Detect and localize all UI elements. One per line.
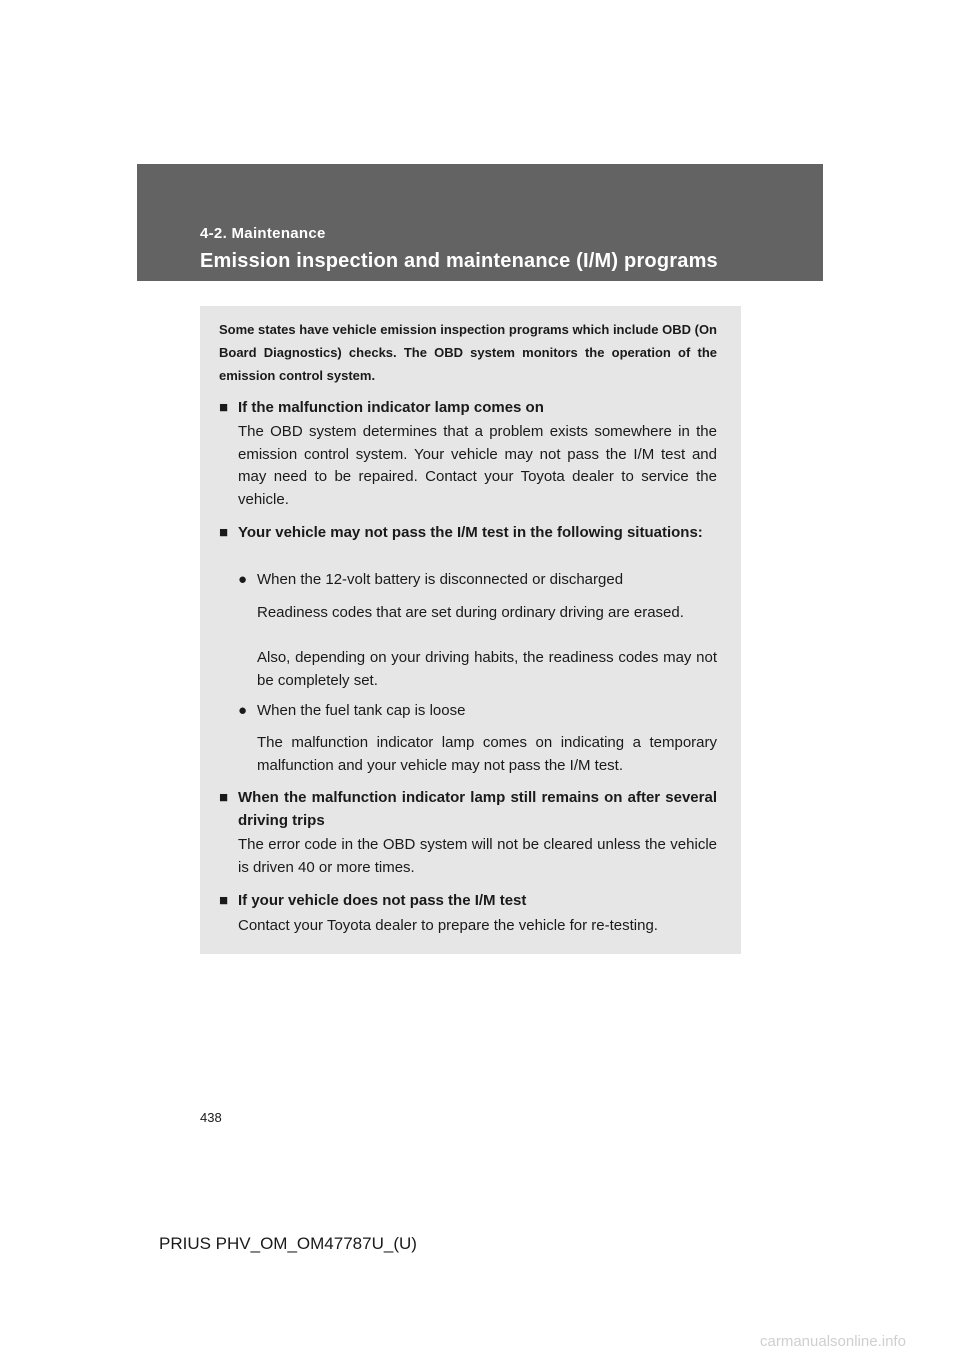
section-body-does-not-pass: Contact your Toyota dealer to prepare the vehicle for re-testing.	[238, 917, 658, 934]
page-number: 438	[200, 1110, 222, 1125]
section-heading-remains-on	[219, 786, 717, 832]
square-bullet-icon: ■	[219, 789, 229, 806]
section-heading-text: Your vehicle may not pass the I/M test in the following situations:	[238, 524, 703, 541]
section-heading-text: If your vehicle does not pass the I/M test	[238, 892, 527, 909]
circle-bullet-icon: ●	[238, 571, 248, 588]
list-item-detail: Readiness codes that are set during ordinary driving are erased.	[257, 604, 684, 621]
square-bullet-icon: ■	[219, 524, 229, 541]
square-bullet-icon: ■	[219, 892, 229, 909]
section-heading-malfunction-lamp	[219, 396, 717, 419]
square-bullet-icon: ■	[219, 399, 229, 416]
list-item-detail: The malfunction indicator lamp comes on indicating a temporary malfunction and your vehicle may not pass the I/M test.	[257, 734, 717, 774]
section-heading-not-pass	[219, 521, 717, 544]
intro-paragraph: Some states have vehicle emission inspection programs which include OBD (On Board Diagnostics) checks. The OBD system monitors the operation of the emission control system.	[219, 322, 717, 383]
list-item-fuel-cap	[238, 700, 717, 723]
page-title: Emission inspection and maintenance (I/M) programs	[200, 250, 718, 272]
document-code: PRIUS PHV_OM_OM47787U_(U)	[159, 1234, 417, 1253]
list-item-text: When the fuel tank cap is loose	[257, 702, 466, 719]
section-heading-does-not-pass	[219, 889, 717, 912]
list-item-detail: Also, depending on your driving habits, the readiness codes may not be completely set.	[257, 649, 717, 689]
circle-bullet-icon: ●	[238, 702, 248, 719]
section-label: 4-2. Maintenance	[200, 225, 326, 242]
list-item-text: When the 12-volt battery is disconnected or discharged	[257, 571, 624, 588]
watermark-text: carmanualsonline.info	[760, 1333, 906, 1350]
section-body-malfunction-lamp: The OBD system determines that a problem exists somewhere in the emission control system. Your vehicle may not pass the I/M test and may need to be repaired. Contact your Toyota dealer to service the vehicle.	[238, 423, 717, 508]
list-item-battery	[238, 569, 717, 592]
section-body-remains-on: The error code in the OBD system will not be cleared unless the vehicle is driven 40 or more times.	[238, 836, 717, 876]
section-heading-text: If the malfunction indicator lamp comes on	[238, 399, 544, 416]
section-heading-text: When the malfunction indicator lamp still remains on after several driving trips	[238, 789, 717, 829]
